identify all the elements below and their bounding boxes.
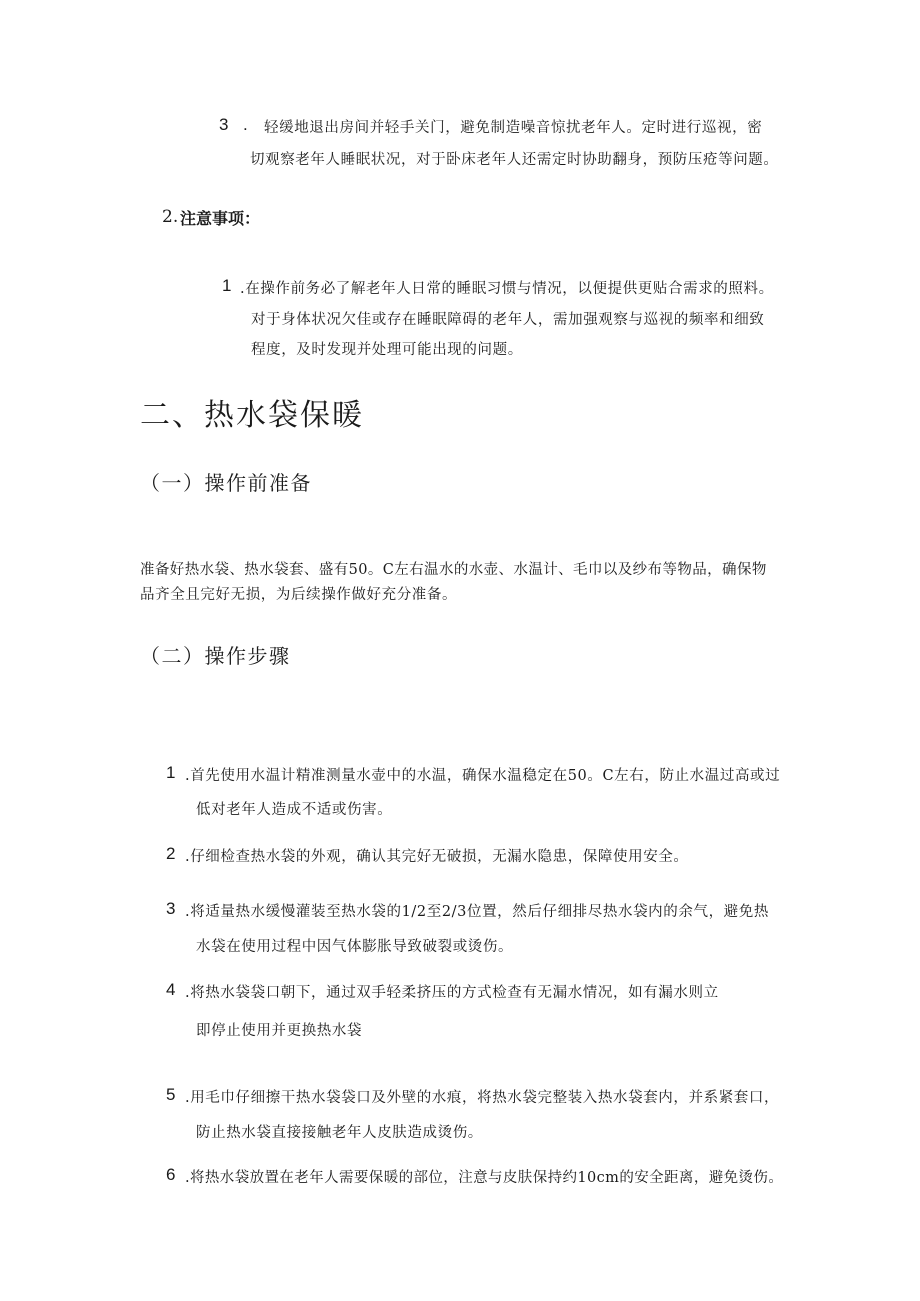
step-4-line-1: .将热水袋袋口朝下，通过双手轻柔挤压的方式检查有无漏水情况，如有漏水则立 bbox=[185, 985, 719, 1001]
notes-heading-number: 2. bbox=[162, 207, 179, 227]
steps-heading: （二）操作步骤 bbox=[140, 644, 291, 668]
note-1-number: 1 bbox=[222, 276, 232, 295]
step-3-number: 3 bbox=[166, 899, 176, 918]
step-5-line-1: .用毛巾仔细擦干热水袋袋口及外壁的水痕，将热水袋完整装入热水袋套内，并系紧套口， bbox=[185, 1090, 780, 1106]
step-5-number: 5 bbox=[166, 1085, 176, 1104]
item-3-line-2: 切观察老年人睡眠状况，对于卧床老年人还需定时协助翻身，预防压疮等问题。 bbox=[250, 152, 779, 168]
prep-line-1: 准备好热水袋、热水袋套、盛有50。C左右温水的水壶、水温计、毛巾以及纱布等物品，确保物 bbox=[140, 562, 767, 578]
step-1-line-1: .首先使用水温计精准测量水壶中的水温，确保水温稳定在50。C左右，防止水温过高或过 bbox=[185, 768, 781, 784]
step-6-number: 6 bbox=[166, 1165, 176, 1184]
section-title: 二、热水袋保暖 bbox=[140, 398, 364, 433]
item-3-number: 3 bbox=[219, 115, 229, 134]
note-1-line-2: 对于身体状况欠佳或存在睡眠障碍的老年人，需加强观察与巡视的频率和细致 bbox=[251, 312, 765, 328]
note-1-line-3: 程度，及时发现并处理可能出现的问题。 bbox=[251, 342, 523, 358]
step-4-number: 4 bbox=[166, 980, 176, 999]
item-3-dot: . bbox=[243, 115, 248, 134]
prep-heading: （一）操作前准备 bbox=[140, 471, 312, 495]
step-1-number: 1 bbox=[166, 763, 176, 782]
step-2-number: 2 bbox=[166, 844, 176, 863]
step-5-line-2: 防止热水袋直接接触老年人皮肤造成烫伤。 bbox=[196, 1125, 483, 1141]
item-3-line-1: 轻缓地退出房间并轻手关门，避免制造噪音惊扰老年人。定时进行巡视，密 bbox=[264, 120, 763, 136]
step-3-line-2: 水袋在使用过程中因气体膨胀导致破裂或烫伤。 bbox=[196, 939, 514, 955]
step-3-line-1: .将适量热水缓慢灌装至热水袋的1/2至2/3位置，然后仔细排尽热水袋内的余气，避免热 bbox=[185, 904, 769, 920]
step-2-line-1: .仔细检查热水袋的外观，确认其完好无破损，无漏水隐患，保障使用安全。 bbox=[185, 849, 689, 865]
prep-line-2: 品齐全且完好无损，为后续操作做好充分准备。 bbox=[140, 587, 458, 603]
notes-heading: 注意事项： bbox=[180, 209, 261, 228]
step-4-line-2: 即停止使用并更换热水袋 bbox=[196, 1023, 363, 1039]
note-1-line-1: .在操作前务必了解老年人日常的睡眠习惯与情况，以便提供更贴合需求的照料。 bbox=[240, 281, 774, 297]
step-1-line-2: 低对老年人造成不适或伤害。 bbox=[196, 802, 393, 818]
step-6-line-1: .将热水袋放置在老年人需要保暖的部位，注意与皮肤保持约10cm的安全距离，避免烫伤。 bbox=[185, 1170, 784, 1186]
